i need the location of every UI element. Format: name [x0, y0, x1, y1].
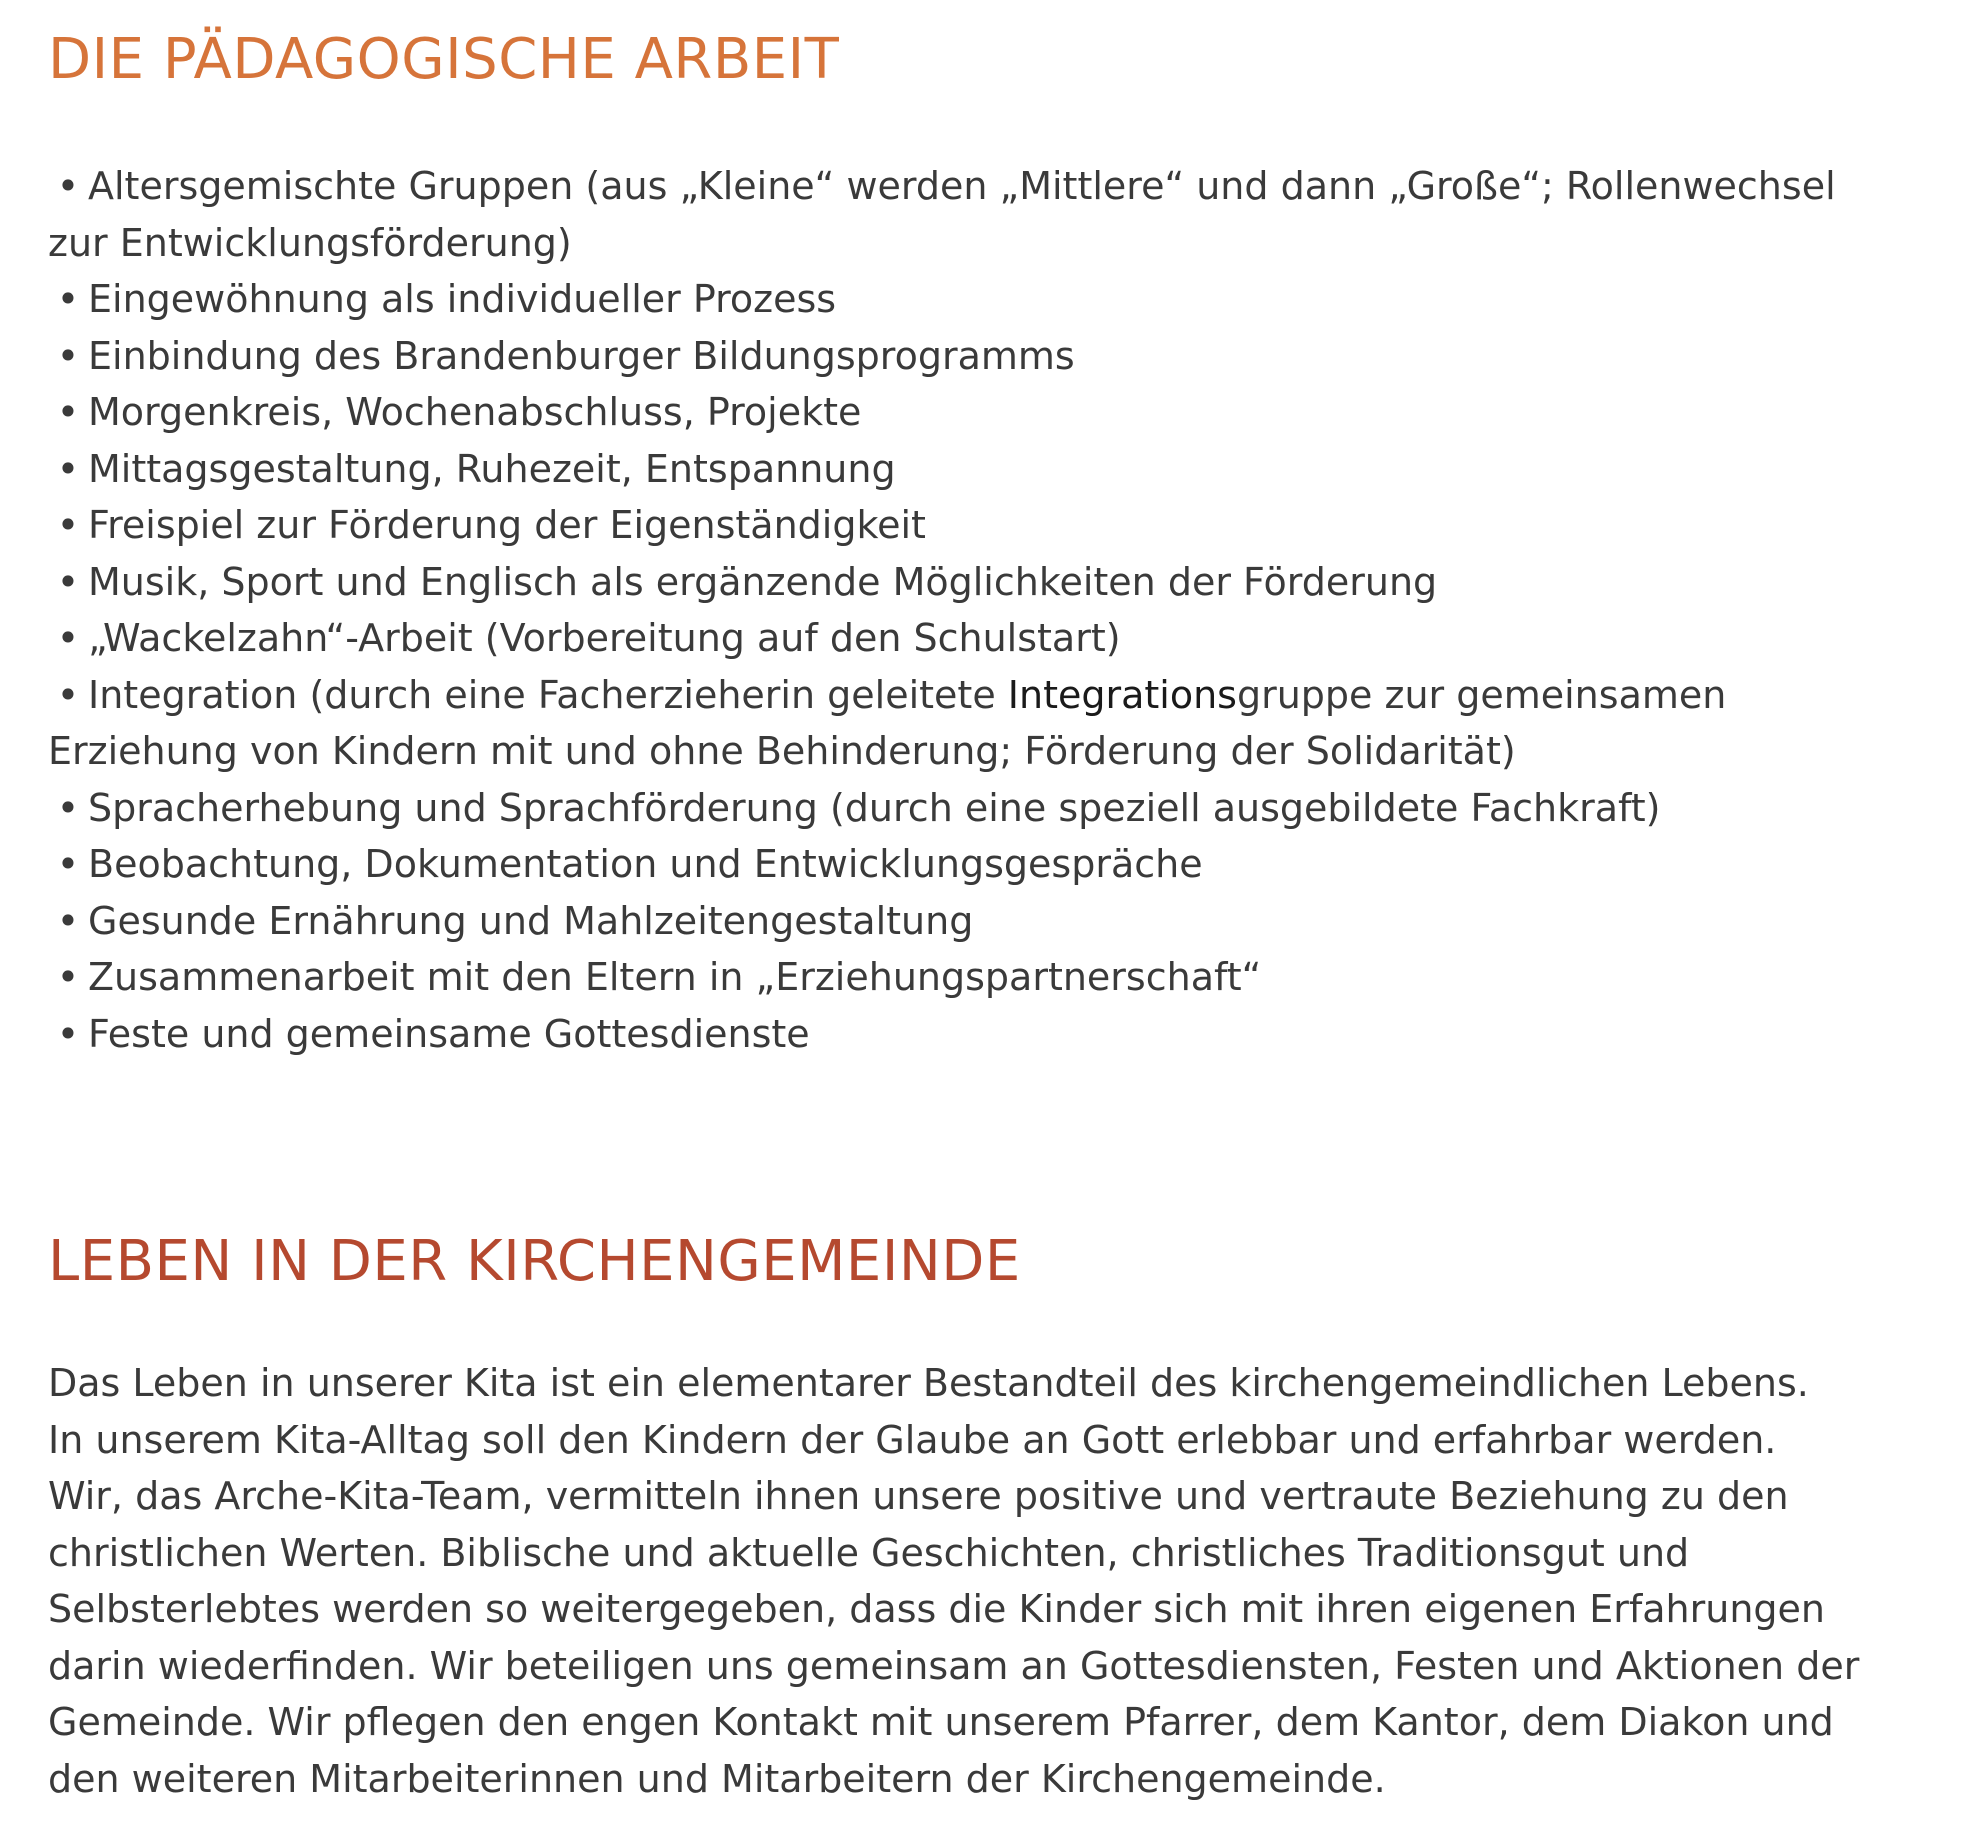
- paragraph-line: In unserem Kita-Alltag soll den Kindern der Glaube an Gott erlebbar und erfahrbar werden.: [48, 1417, 1777, 1462]
- bullet-icon: •: [56, 559, 80, 604]
- paedagogik-list: [48, 158, 1948, 1062]
- bullet-icon: •: [56, 898, 80, 943]
- paragraph-line: Selbsterlebtes werden so weitergegeben, dass die Kinder sich mit ihren eigenen Erfahrungen: [48, 1587, 1826, 1631]
- list-item-text: Integration (durch eine Facherzieherin geleitete: [88, 672, 1008, 717]
- bullet-icon: •: [56, 785, 80, 830]
- bullet-icon: •: [56, 503, 80, 547]
- list-item-continuation: zur Entwicklungsförderung): [48, 220, 572, 265]
- list-item-text: „Wackelzahn“-Arbeit (Vorbereitung auf den Schulstart): [88, 616, 1121, 660]
- list-item-text: Spracherhebung und Sprachförderung (durch eine speziell ausgebildete Fachkraft): [88, 785, 1661, 830]
- list-item: [48, 554, 1948, 611]
- list-item: [48, 893, 1948, 950]
- list-item-text: Beobachtung, Dokumentation und Entwicklungsgespräche: [88, 842, 1203, 886]
- list-item: [48, 497, 1948, 554]
- bullet-icon: •: [56, 164, 80, 208]
- paragraph-line: christlichen Werten. Biblische und aktuelle Geschichten, christliches Traditionsgut und: [48, 1530, 1690, 1575]
- list-item-continuation: Erziehung von Kindern mit und ohne Behinderung; Förderung der Solidarität): [48, 729, 1516, 773]
- section-title-paedagogische-arbeit: DIE PÄDAGOGISCHE ARBEIT: [48, 27, 840, 92]
- bullet-icon: •: [56, 955, 80, 999]
- bullet-icon: •: [56, 842, 80, 886]
- paragraph-line: den weiteren Mitarbeiterinnen und Mitarbeitern der Kirchengemeinde.: [48, 1756, 1386, 1801]
- bullet-icon: •: [56, 277, 80, 321]
- list-item-highlight: Integrations: [1007, 672, 1237, 717]
- list-item: [48, 158, 1948, 271]
- list-item: [48, 667, 1948, 780]
- list-item: [48, 1006, 1948, 1063]
- paragraph-line: Das Leben in unserer Kita ist ein elementarer Bestandteil des kirchengemeindlichen Lebens.: [48, 1361, 1809, 1405]
- bullet-icon: •: [56, 446, 80, 491]
- list-item: [48, 610, 1948, 667]
- list-item: [48, 949, 1948, 1006]
- list-item: [48, 271, 1948, 328]
- list-item-text: Einbindung des Brandenburger Bildungsprogramms: [88, 333, 1075, 378]
- list-item-text: Mittagsgestaltung, Ruhezeit, Entspannung: [88, 446, 896, 491]
- paragraph-line: darin wiederfinden. Wir beteiligen uns gemeinsam an Gottesdiensten, Festen und Aktionen der: [48, 1643, 1860, 1688]
- list-item: [48, 328, 1948, 385]
- paragraph-line: Wir, das Arche-Kita-Team, vermitteln ihnen unsere positive und vertraute Beziehung zu den: [48, 1474, 1789, 1518]
- bullet-icon: •: [56, 616, 80, 660]
- paragraph-line: Gemeinde. Wir pflegen den engen Kontakt mit unserem Pfarrer, dem Kantor, dem Diakon und: [48, 1700, 1834, 1744]
- list-item: [48, 836, 1948, 893]
- kirchengemeinde-paragraph: [48, 1355, 1948, 1807]
- list-item-text: Altersgemischte Gruppen (aus „Kleine“ werden „Mittlere“ und dann „Große“; Rollenwechsel: [88, 164, 1836, 208]
- list-item-text: gruppe zur gemeinsamen: [1236, 672, 1727, 717]
- section-title-kirchengemeinde: LEBEN IN DER KIRCHENGEMEINDE: [48, 1229, 1021, 1294]
- list-item-text: Zusammenarbeit mit den Eltern in „Erziehungspartnerschaft“: [88, 955, 1262, 999]
- bullet-icon: •: [56, 1011, 80, 1056]
- list-item-text: Feste und gemeinsame Gottesdienste: [88, 1011, 810, 1056]
- list-item-text: Musik, Sport und Englisch als ergänzende Möglichkeiten der Förderung: [88, 559, 1438, 604]
- list-item-text: Freispiel zur Förderung der Eigenständigkeit: [88, 503, 926, 547]
- bullet-icon: •: [56, 672, 80, 717]
- list-item-text: Morgenkreis, Wochenabschluss, Projekte: [88, 390, 862, 434]
- list-item: [48, 384, 1948, 441]
- list-item-text: Gesunde Ernährung und Mahlzeitengestaltung: [88, 898, 974, 943]
- list-item: [48, 441, 1948, 498]
- list-item-text: Eingewöhnung als individueller Prozess: [88, 277, 837, 321]
- list-item: [48, 780, 1948, 837]
- bullet-icon: •: [56, 390, 80, 434]
- bullet-icon: •: [56, 333, 80, 378]
